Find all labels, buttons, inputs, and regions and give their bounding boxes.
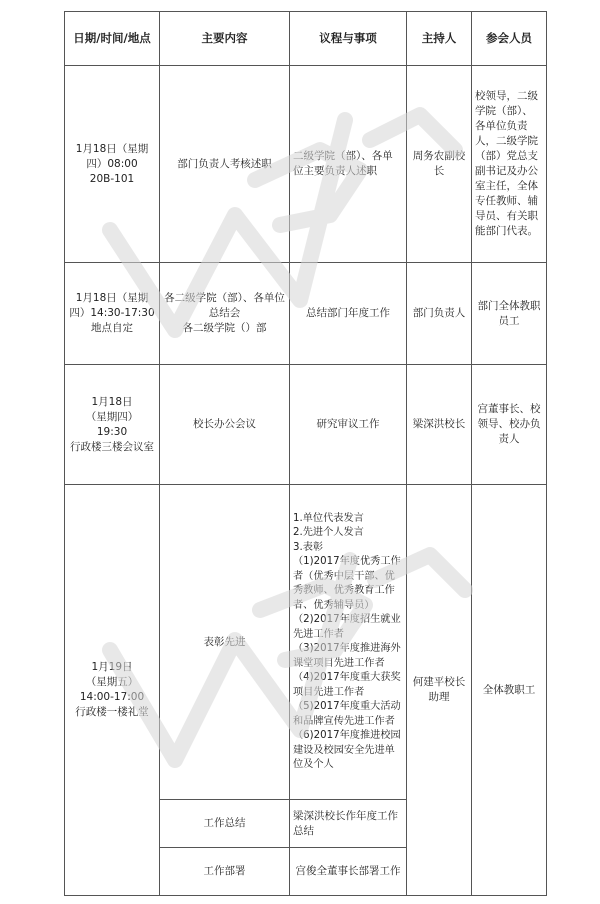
cell-content: 工作部署 [160, 848, 290, 896]
cell-content: 部门负责人考核述职 [160, 66, 290, 263]
cell-date: 1月18日（星期四）08:00 20B-101 [65, 66, 160, 263]
table-row [65, 485, 547, 800]
table-row [65, 263, 547, 365]
cell-host: 何建平校长助理 [407, 485, 472, 896]
header-row [65, 12, 547, 66]
cell-attendees: 部门全体教职员工 [472, 263, 547, 365]
cell-agenda: 梁深洪校长作年度工作总结 [290, 800, 407, 848]
cell-attendees: 宫董事长、校领导、校办负责人 [472, 365, 547, 485]
cell-host: 部门负责人 [407, 263, 472, 365]
cell-agenda: 总结部门年度工作 [290, 263, 407, 365]
cell-host: 周务农副校长 [407, 66, 472, 263]
cell-date: 1月19日 （星期五） 14:00-17:00 行政楼一楼礼堂 [65, 485, 160, 896]
cell-content: 各二级学院（部）、各单位总结会 各二级学院（）部 [160, 263, 290, 365]
cell-content: 表彰先进 [160, 485, 290, 800]
cell-agenda: 研究审议工作 [290, 365, 407, 485]
table-row [65, 365, 547, 485]
cell-date: 1月18日 （星期四） 19:30 行政楼三楼会议室 [65, 365, 160, 485]
header-host: 主持人 [407, 12, 472, 66]
cell-attendees: 全体教职工 [472, 485, 547, 896]
cell-content: 校长办公会议 [160, 365, 290, 485]
header-content: 主要内容 [160, 12, 290, 66]
cell-attendees: 校领导，二级学院（部）、各单位负责人，二级学院（部）党总支副书记及办公室主任，全体专任教师、辅导员、有关职能部门代表。 [472, 66, 547, 263]
header-attendees: 参会人员 [472, 12, 547, 66]
table-row [65, 66, 547, 263]
header-agenda: 议程与事项 [290, 12, 407, 66]
cell-agenda: 二级学院（部）、各单位主要负责人述职 [290, 66, 407, 263]
cell-date: 1月18日（星期四）14:30-17:30 地点自定 [65, 263, 160, 365]
cell-content: 工作总结 [160, 800, 290, 848]
header-date: 日期/时间/地点 [65, 12, 160, 66]
cell-agenda: 宫俊全董事长部署工作 [290, 848, 407, 896]
schedule-table [64, 11, 547, 896]
cell-host: 梁深洪校长 [407, 365, 472, 485]
cell-agenda: 1.单位代表发言 2.先进个人发言 3.表彰 （1)2017年度优秀工作者（优秀中层干部、优秀教师、优秀教育工作者、优秀辅导员） （2)2017年度招生就业先进工作者 （3)2017年度推进海外课堂项目先进工作者 （4)2017年度重大获奖项目先进工作者 （5)2017年度重大活动和品牌宣传先进工作者 （6)2017年度推进校园建设及校园安全先进单位及个人 [290, 485, 407, 800]
